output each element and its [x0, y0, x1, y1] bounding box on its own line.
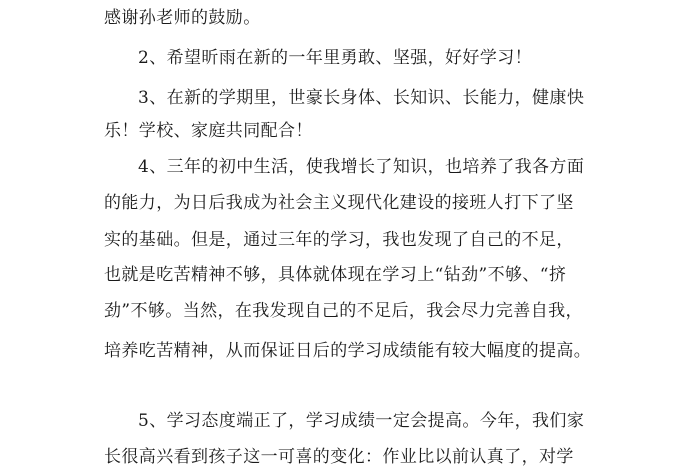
- text-line: 培养吃苦精神，从而保证日后的学习成绩能有较大幅度的提高。: [104, 341, 592, 361]
- text-line: 乐！学校、家庭共同配合！: [104, 121, 313, 141]
- text-line: 2、希望昕雨在新的一年里勇敢、坚强，好好学习！: [138, 48, 533, 68]
- text-line: 实的基础。但是，通过三年的学习，我也发现了自己的不足，: [104, 230, 574, 250]
- text-line: 4、三年的初中生活，使我增长了知识，也培养了我各方面: [138, 157, 585, 177]
- text-line: 的能力，为日后我成为社会主义现代化建设的接班人打下了坚: [104, 193, 574, 213]
- text-line: 感谢孙老师的鼓励。: [104, 8, 261, 28]
- text-line: 也就是吃苦精神不够，具体就体现在学习上“钻劲”不够、“挤: [104, 265, 567, 285]
- text-line: 3、在新的学期里，世豪长身体、长知识、长能力，健康快: [138, 88, 585, 108]
- text-line: 长很高兴看到孩子这一可喜的变化：作业比以前认真了，对学: [104, 447, 574, 467]
- text-line: 5、学习态度端正了，学习成绩一定会提高。今年，我们家: [138, 411, 585, 431]
- text-line: 劲”不够。当然，在我发现自己的不足后，我会尽力完善自我，: [104, 301, 583, 321]
